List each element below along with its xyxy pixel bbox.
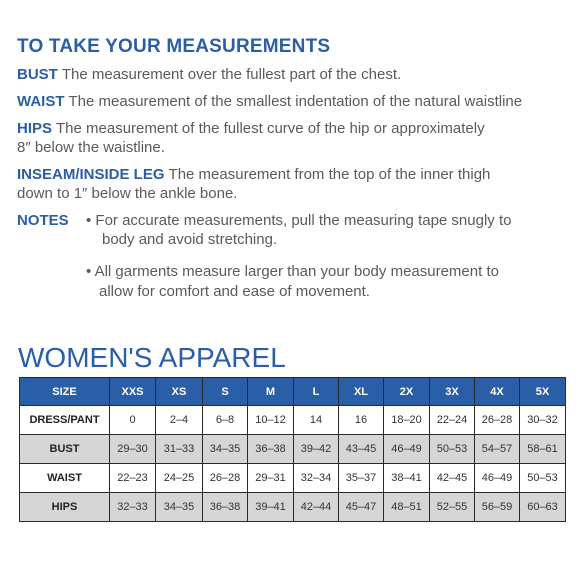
table-cell: 50–53 (430, 435, 475, 464)
table-cell: 18–20 (384, 406, 430, 435)
table-cell: 38–41 (384, 464, 430, 493)
table-row (20, 493, 566, 522)
header-cell: SIZE (20, 378, 110, 406)
table-cell: 10–12 (248, 406, 294, 435)
table-cell: 50–53 (520, 464, 566, 493)
hips-term: HIPS (17, 120, 53, 137)
inseam-term: INSEAM/INSIDE LEG (17, 166, 165, 183)
hips-definition (17, 119, 485, 139)
table-cell: 26–28 (475, 406, 520, 435)
note-bullet-2-line2: allow for comfort and ease of movement. (99, 283, 370, 300)
waist-desc: The measurement of the smallest indentation of the natural waistline (68, 93, 523, 110)
bust-definition (17, 65, 401, 85)
table-cell: 58–61 (520, 435, 566, 464)
header-cell: XL (339, 378, 384, 406)
header-cell: XXS (110, 378, 156, 406)
table-cell: 36–38 (248, 435, 294, 464)
table-cell: 6–8 (203, 406, 248, 435)
table-cell: 32–33 (110, 493, 156, 522)
table-cell: 26–28 (203, 464, 248, 493)
row-label: WAIST (20, 464, 110, 493)
table-cell: 48–51 (384, 493, 430, 522)
table-cell: 31–33 (156, 435, 203, 464)
table-cell: 34–35 (156, 493, 203, 522)
table-cell: 46–49 (384, 435, 430, 464)
note-bullet-2-line1: • All garments measure larger than your body measurement to (86, 263, 499, 280)
size-header-row (20, 378, 566, 406)
inseam-desc-line2: down to 1″ below the ankle bone. (17, 185, 238, 202)
note-bullet-1-line1: • For accurate measurements, pull the measuring tape snugly to (86, 212, 512, 229)
table-cell: 42–45 (430, 464, 475, 493)
header-cell: XS (156, 378, 203, 406)
header-cell: 3X (430, 378, 475, 406)
inseam-definition (17, 165, 490, 185)
header-cell: 4X (475, 378, 520, 406)
row-label: DRESS/PANT (20, 406, 110, 435)
inseam-desc: The measurement from the top of the inner thigh (168, 166, 491, 183)
header-cell: L (294, 378, 339, 406)
bust-term: BUST (17, 66, 58, 83)
table-cell: 29–31 (248, 464, 294, 493)
note-bullet-1-line2: body and avoid stretching. (102, 231, 278, 248)
table-cell: 22–23 (110, 464, 156, 493)
table-cell: 30–32 (520, 406, 566, 435)
table-cell: 45–47 (339, 493, 384, 522)
header-cell: S (203, 378, 248, 406)
table-cell: 24–25 (156, 464, 203, 493)
table-cell: 35–37 (339, 464, 384, 493)
waist-term: WAIST (17, 93, 65, 110)
row-label: BUST (20, 435, 110, 464)
table-row (20, 435, 566, 464)
table-cell: 22–24 (430, 406, 475, 435)
waist-definition (17, 92, 522, 112)
table-cell: 52–55 (430, 493, 475, 522)
header-cell: 2X (384, 378, 430, 406)
table-cell: 43–45 (339, 435, 384, 464)
hips-desc: The measurement of the fullest curve of the hip or approximately (56, 120, 485, 137)
table-cell: 56–59 (475, 493, 520, 522)
table-cell: 14 (294, 406, 339, 435)
notes-term: NOTES (17, 212, 69, 229)
row-label: HIPS (20, 493, 110, 522)
table-cell: 34–35 (203, 435, 248, 464)
header-cell: 5X (520, 378, 566, 406)
table-cell: 39–41 (248, 493, 294, 522)
size-chart-table (19, 377, 566, 522)
bust-desc: The measurement over the fullest part of the chest. (61, 66, 402, 83)
table-cell: 60–63 (520, 493, 566, 522)
table-cell: 32–34 (294, 464, 339, 493)
table-cell: 42–44 (294, 493, 339, 522)
hips-desc-line2: 8″ below the waistline. (17, 139, 165, 156)
table-cell: 16 (339, 406, 384, 435)
table-cell: 0 (110, 406, 156, 435)
page-title: TO TAKE YOUR MEASUREMENTS (17, 36, 331, 57)
table-cell: 29–30 (110, 435, 156, 464)
table-cell: 39–42 (294, 435, 339, 464)
table-row (20, 464, 566, 493)
table-row (20, 406, 566, 435)
table-cell: 46–49 (475, 464, 520, 493)
table-cell: 36–38 (203, 493, 248, 522)
header-cell: M (248, 378, 294, 406)
womens-apparel-title: WOMEN'S APPAREL (18, 342, 286, 373)
table-cell: 2–4 (156, 406, 203, 435)
table-cell: 54–57 (475, 435, 520, 464)
